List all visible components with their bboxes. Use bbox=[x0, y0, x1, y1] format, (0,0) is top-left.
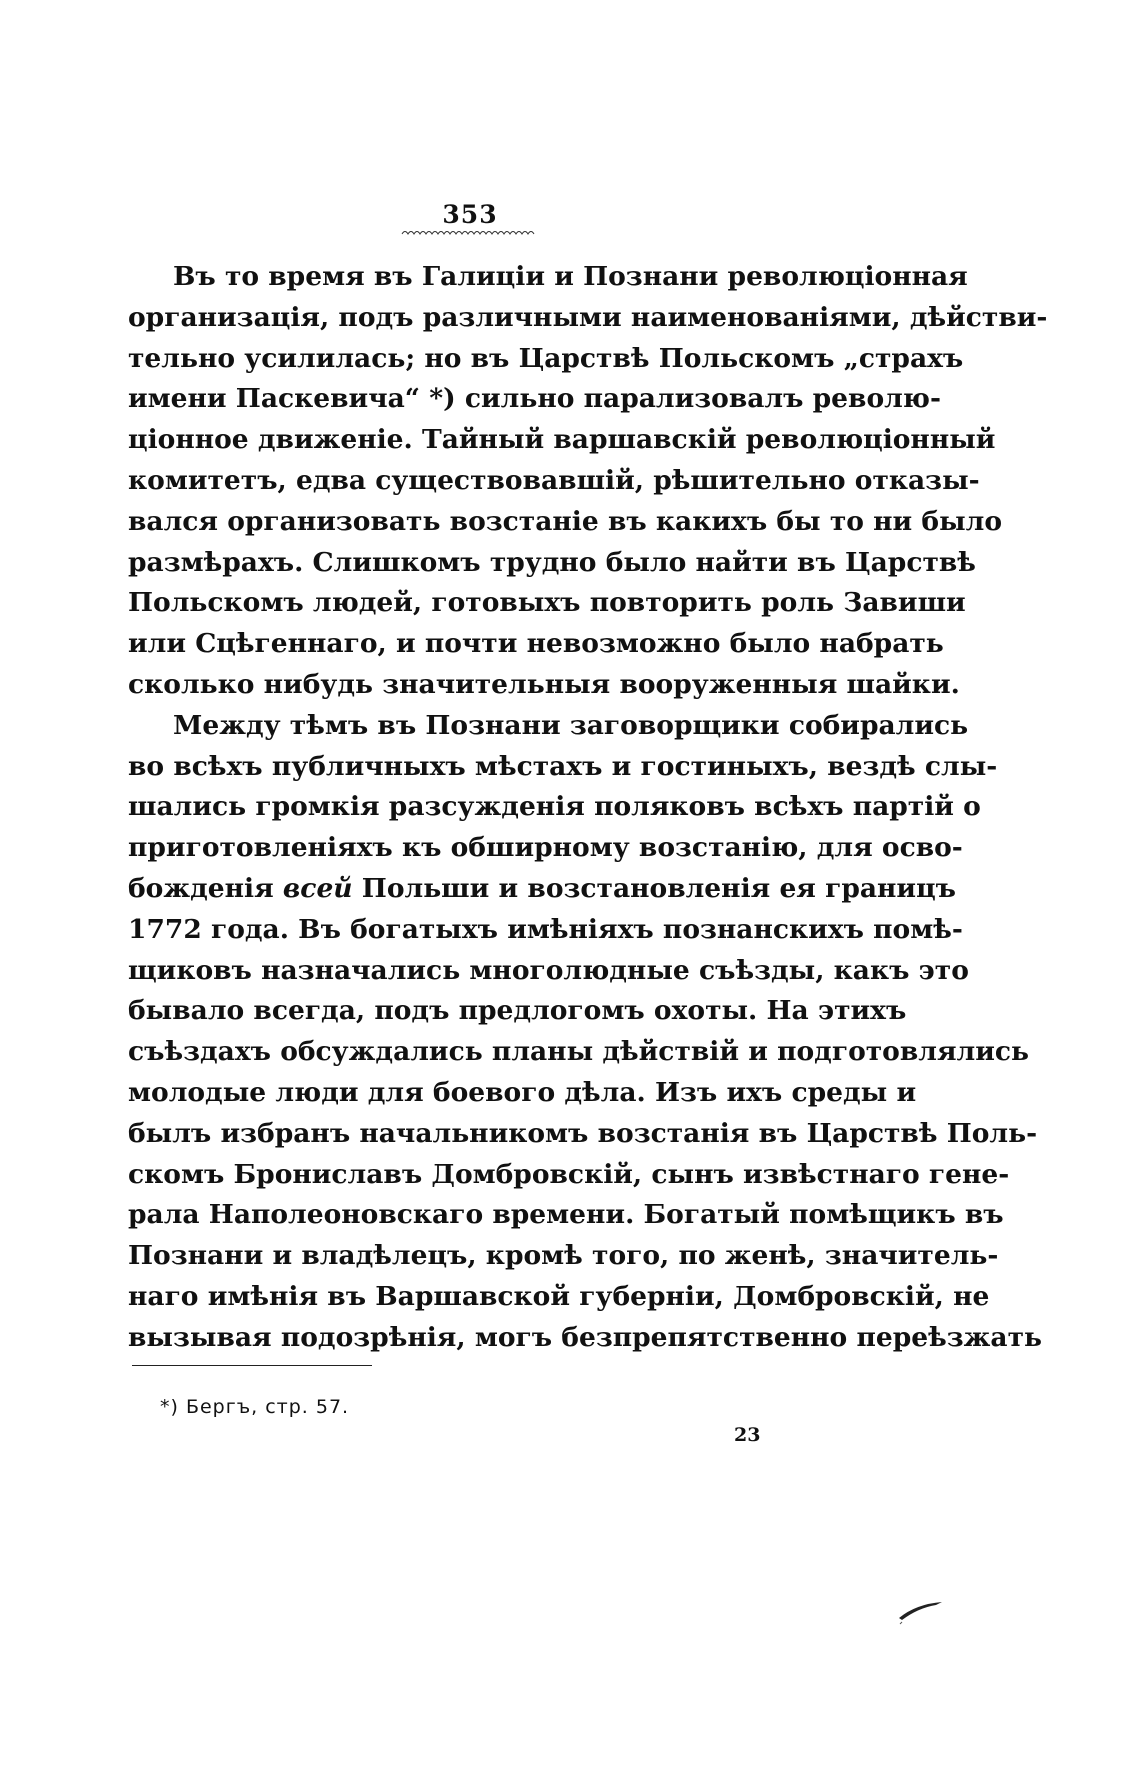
text-line: Познани и владѣлецъ, кромѣ того, по женѣ, значитель- bbox=[128, 1240, 999, 1272]
text-line: бывало всегда, подъ предлогомъ охоты. На этихъ bbox=[128, 995, 907, 1027]
text-line: комитетъ, едва существовавшій, рѣшительно отказы- bbox=[128, 464, 980, 496]
page-number-ornament bbox=[400, 228, 540, 238]
text-segment: божденія bbox=[128, 872, 283, 904]
text-line: приготовленіяхъ къ обширному возстанію, для осво- bbox=[128, 832, 963, 864]
text-line: 1772 года. Въ богатыхъ имѣніяхъ познанскихъ помѣ- bbox=[128, 913, 963, 945]
text-line: Польскомъ людей, готовыхъ повторить роль Завиши bbox=[128, 587, 966, 619]
text-line: щиковъ назначались многолюдные съѣзды, какъ это bbox=[128, 954, 969, 986]
text-segment: Польши и возстановленія ея границъ bbox=[352, 872, 956, 904]
footnote-divider bbox=[132, 1365, 372, 1366]
scan-mark-icon bbox=[896, 1596, 946, 1626]
text-line: былъ избранъ начальникомъ возстанія въ Царствѣ Поль- bbox=[128, 1117, 1038, 1149]
text-line: размѣрахъ. Слишкомъ трудно было найти въ Царствѣ bbox=[128, 546, 976, 578]
text-line-with-italic bbox=[128, 869, 956, 910]
text-line: молодые люди для боевого дѣла. Изъ ихъ среды и bbox=[128, 1076, 917, 1108]
text-line: вался организовать возстаніе въ какихъ бы то ни было bbox=[128, 505, 1003, 537]
text-line: Между тѣмъ въ Познани заговорщики собирались bbox=[173, 709, 969, 741]
text-line: организація, подъ различными наименованіями, дѣйстви- bbox=[128, 301, 1048, 333]
signature-mark: 23 bbox=[734, 1424, 761, 1446]
page-number: 353 bbox=[442, 200, 498, 229]
paragraph-2 bbox=[128, 706, 1042, 1359]
text-line: рала Наполеоновскаго времени. Богатый помѣщикъ въ bbox=[128, 1199, 1004, 1231]
text-line: Въ то время въ Галиціи и Познани революціонная bbox=[173, 261, 968, 292]
italic-word: всей bbox=[282, 872, 353, 904]
text-line: скомъ Брониславъ Домбровскій, сынъ извѣстнаго гене- bbox=[128, 1158, 1010, 1190]
text-line: тельно усилилась; но въ Царствѣ Польскомъ „страхъ bbox=[128, 342, 964, 374]
text-line: во всѣхъ публичныхъ мѣстахъ и гостиныхъ, вездѣ слы- bbox=[128, 750, 998, 782]
footnote: *) Бергъ, стр. 57. bbox=[160, 1396, 350, 1418]
body-text bbox=[128, 257, 1048, 1359]
text-line: сколько нибудь значительныя вооруженныя шайки. bbox=[128, 668, 960, 700]
text-line: ціонное движеніе. Тайный варшавскій революціонный bbox=[128, 424, 996, 456]
text-line: имени Паскевича“ *) сильно парализовалъ револю- bbox=[128, 383, 941, 415]
text-line: наго имѣнія въ Варшавской губерніи, Домбровскій, не bbox=[128, 1280, 990, 1312]
text-line: вызывая подозрѣнія, могъ безпрепятственно переѣзжать bbox=[128, 1321, 1042, 1353]
text-line: съѣздахъ обсуждались планы дѣйствій и подготовлялись bbox=[128, 1036, 1029, 1068]
text-line: или Сцѣгеннаго, и почти невозможно было набрать bbox=[128, 628, 944, 660]
paragraph-1 bbox=[128, 257, 1048, 706]
text-line: шались громкія разсужденія поляковъ всѣхъ партій о bbox=[128, 791, 981, 823]
